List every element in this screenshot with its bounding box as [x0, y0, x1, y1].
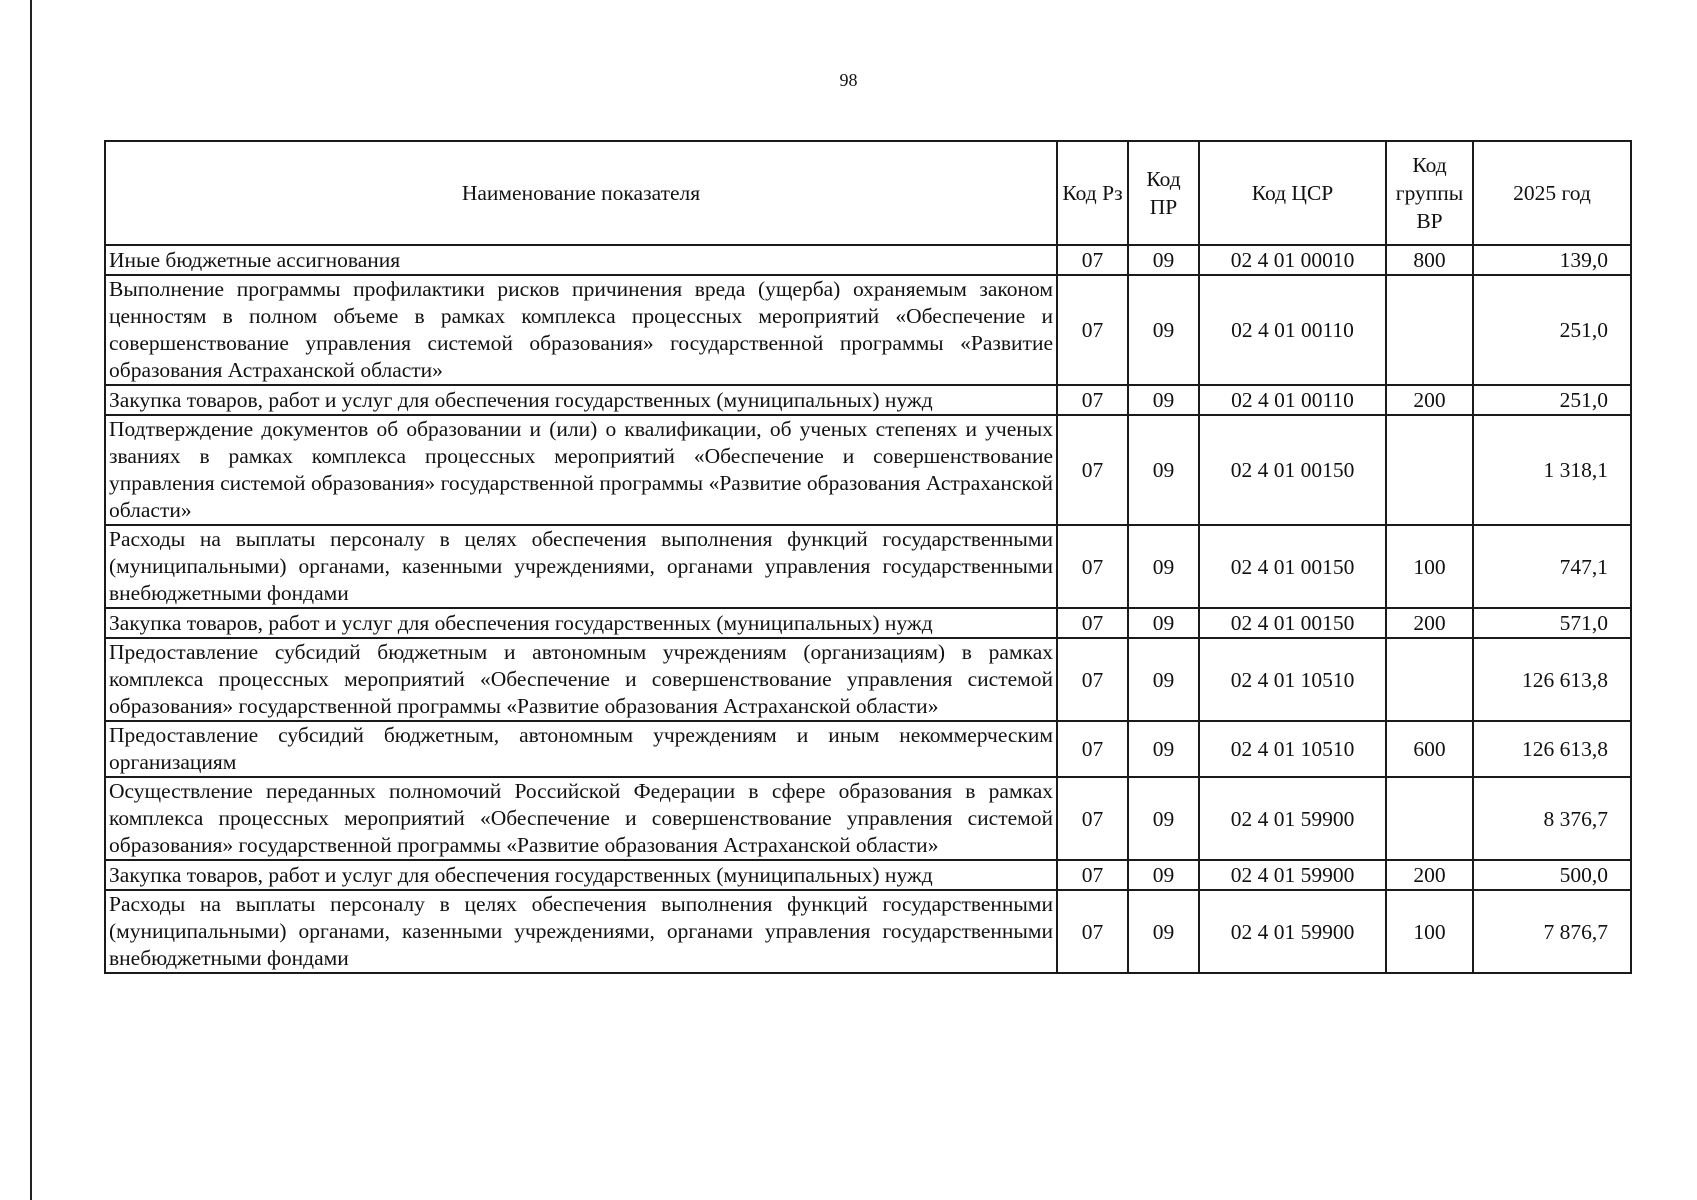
table-row	[105, 721, 1631, 777]
table-row	[105, 638, 1631, 721]
cell-csr: 02 4 01 00110	[1199, 275, 1386, 385]
cell-value: 1 318,1	[1473, 415, 1631, 525]
cell-name: Подтверждение документов об образовании и (или) о квалификации, об ученых степенях и ученых званиях в рамках комплекса процессных мероприятий «Обеспечение и совершенствование управления системой образования» государственной программы «Развитие образования Астраханской области»	[105, 415, 1057, 525]
cell-pr: 09	[1128, 608, 1199, 638]
table-body	[105, 245, 1631, 973]
cell-value: 747,1	[1473, 525, 1631, 608]
cell-name: Закупка товаров, работ и услуг для обеспечения государственных (муниципальных) нужд	[105, 860, 1057, 890]
cell-pr: 09	[1128, 890, 1199, 973]
cell-name: Выполнение программы профилактики рисков причинения вреда (ущерба) охраняемым законом ценностям в полном объеме в рамках комплекса процессных мероприятий «Обеспечение и совершенствование управления системой образования» государственной программы «Развитие образования Астраханской области»	[105, 275, 1057, 385]
cell-pr: 09	[1128, 275, 1199, 385]
cell-vr	[1386, 638, 1473, 721]
cell-name: Осуществление переданных полномочий Российской Федерации в сфере образования в рамках комплекса процессных мероприятий «Обеспечение и совершенствование управления системой образования» государственной программы «Развитие образования Астраханской области»	[105, 777, 1057, 860]
cell-rz: 07	[1057, 525, 1128, 608]
cell-value: 139,0	[1473, 245, 1631, 275]
cell-rz: 07	[1057, 245, 1128, 275]
cell-rz: 07	[1057, 777, 1128, 860]
cell-vr	[1386, 777, 1473, 860]
cell-csr: 02 4 01 59900	[1199, 860, 1386, 890]
header-year: 2025 год	[1473, 141, 1631, 245]
cell-rz: 07	[1057, 385, 1128, 415]
cell-csr: 02 4 01 00110	[1199, 385, 1386, 415]
page-number: 98	[839, 70, 858, 90]
cell-vr: 600	[1386, 721, 1473, 777]
cell-vr	[1386, 415, 1473, 525]
cell-vr: 800	[1386, 245, 1473, 275]
cell-pr: 09	[1128, 245, 1199, 275]
cell-vr	[1386, 275, 1473, 385]
cell-pr: 09	[1128, 721, 1199, 777]
cell-csr: 02 4 01 00150	[1199, 608, 1386, 638]
cell-vr: 100	[1386, 890, 1473, 973]
cell-name: Предоставление субсидий бюджетным и автономным учреждениям (организациям) в рамках комплекса процессных мероприятий «Обеспечение и совершенствование управления системой образования» государственной программы «Развитие образования Астраханской области»	[105, 638, 1057, 721]
header-csr: Код ЦСР	[1199, 141, 1386, 245]
cell-rz: 07	[1057, 415, 1128, 525]
cell-rz: 07	[1057, 860, 1128, 890]
cell-name: Предоставление субсидий бюджетным, автономным учреждениям и иным некоммерческим организациям	[105, 721, 1057, 777]
header-vr: Код группы ВР	[1386, 141, 1473, 245]
cell-vr: 200	[1386, 860, 1473, 890]
cell-pr: 09	[1128, 525, 1199, 608]
cell-name: Иные бюджетные ассигнования	[105, 245, 1057, 275]
table-header-row	[105, 141, 1631, 245]
table-row	[105, 275, 1631, 385]
cell-rz: 07	[1057, 608, 1128, 638]
left-margin-line	[30, 0, 32, 1200]
cell-pr: 09	[1128, 638, 1199, 721]
table-row	[105, 385, 1631, 415]
cell-value: 126 613,8	[1473, 721, 1631, 777]
table-row	[105, 608, 1631, 638]
cell-csr: 02 4 01 10510	[1199, 721, 1386, 777]
cell-rz: 07	[1057, 890, 1128, 973]
cell-value: 126 613,8	[1473, 638, 1631, 721]
cell-csr: 02 4 01 59900	[1199, 777, 1386, 860]
budget-table	[104, 140, 1632, 974]
cell-name: Расходы на выплаты персоналу в целях обеспечения выполнения функций государственными (муниципальными) органами, казенными учреждениями, органами управления государственными внебюджетными фондами	[105, 525, 1057, 608]
table-row	[105, 525, 1631, 608]
cell-csr: 02 4 01 00150	[1199, 525, 1386, 608]
cell-pr: 09	[1128, 777, 1199, 860]
table-row	[105, 245, 1631, 275]
cell-value: 500,0	[1473, 860, 1631, 890]
cell-name: Закупка товаров, работ и услуг для обеспечения государственных (муниципальных) нужд	[105, 385, 1057, 415]
cell-pr: 09	[1128, 385, 1199, 415]
cell-name: Закупка товаров, работ и услуг для обеспечения государственных (муниципальных) нужд	[105, 608, 1057, 638]
cell-csr: 02 4 01 10510	[1199, 638, 1386, 721]
header-pr: Код ПР	[1128, 141, 1199, 245]
cell-csr: 02 4 01 59900	[1199, 890, 1386, 973]
cell-value: 7 876,7	[1473, 890, 1631, 973]
cell-value: 8 376,7	[1473, 777, 1631, 860]
table-row	[105, 890, 1631, 973]
table-row	[105, 860, 1631, 890]
cell-pr: 09	[1128, 415, 1199, 525]
cell-rz: 07	[1057, 275, 1128, 385]
table-row	[105, 415, 1631, 525]
cell-csr: 02 4 01 00010	[1199, 245, 1386, 275]
cell-value: 571,0	[1473, 608, 1631, 638]
header-name: Наименование показателя	[105, 141, 1057, 245]
cell-value: 251,0	[1473, 385, 1631, 415]
cell-rz: 07	[1057, 638, 1128, 721]
cell-csr: 02 4 01 00150	[1199, 415, 1386, 525]
cell-value: 251,0	[1473, 275, 1631, 385]
cell-rz: 07	[1057, 721, 1128, 777]
cell-vr: 200	[1386, 608, 1473, 638]
cell-vr: 200	[1386, 385, 1473, 415]
cell-pr: 09	[1128, 860, 1199, 890]
cell-name: Расходы на выплаты персоналу в целях обеспечения выполнения функций государственными (муниципальными) органами, казенными учреждениями, органами управления государственными внебюджетными фондами	[105, 890, 1057, 973]
table-row	[105, 777, 1631, 860]
header-rz: Код Рз	[1057, 141, 1128, 245]
cell-vr: 100	[1386, 525, 1473, 608]
